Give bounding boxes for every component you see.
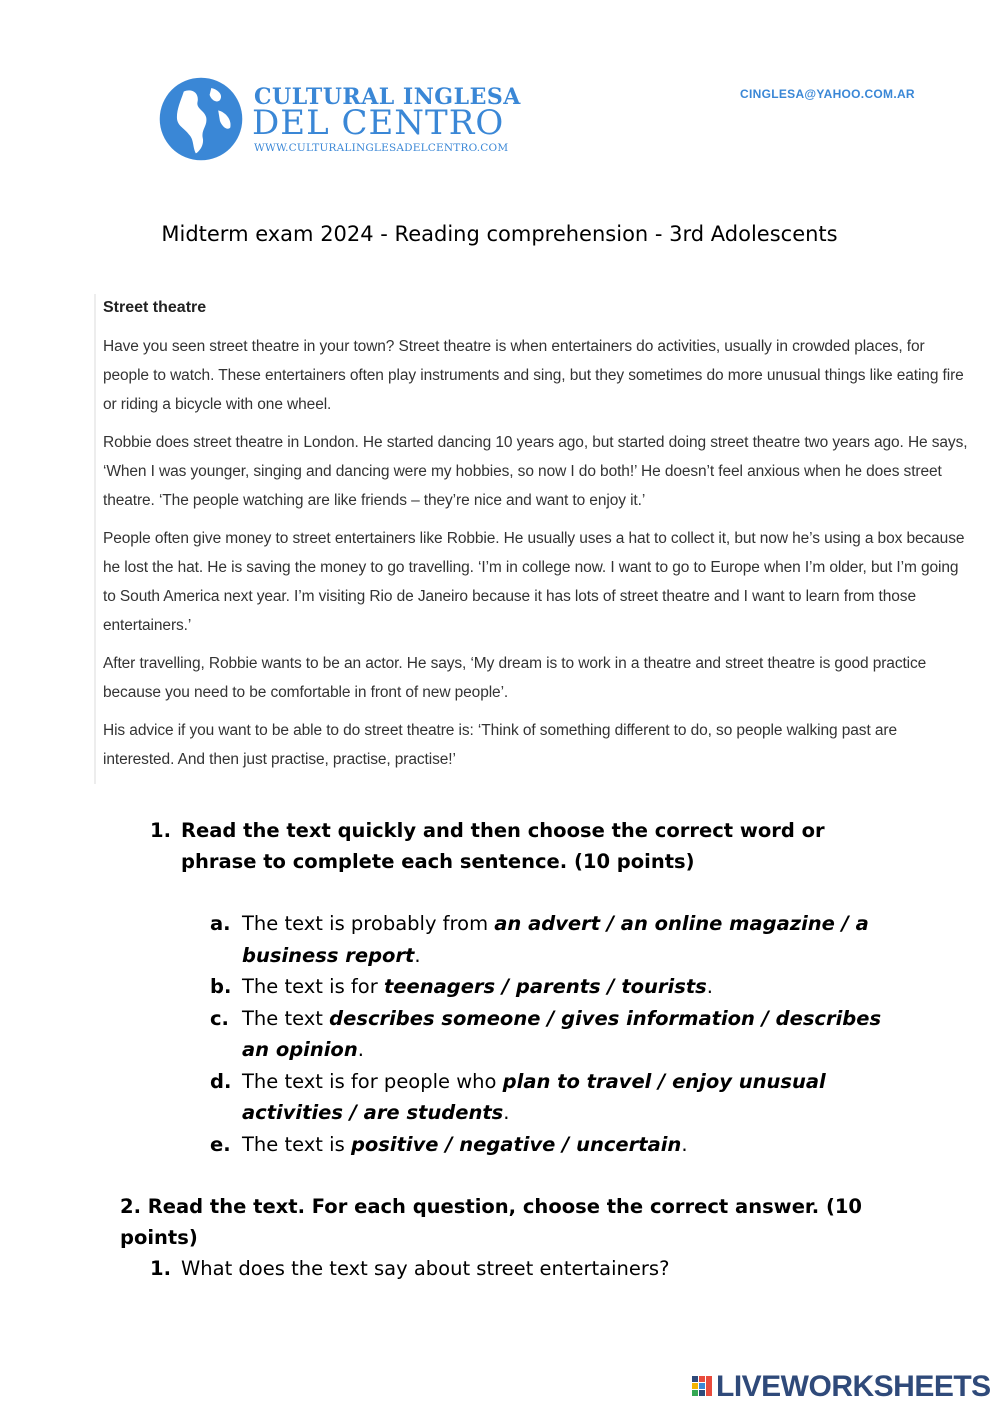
passage-paragraph: His advice if you want to be able to do street theatre is: ‘Think of something different to do, so people walking past are interested. And then just practise, practise, practise!’ xyxy=(103,722,897,768)
list-item xyxy=(210,1003,890,1066)
question-1-heading xyxy=(150,815,870,877)
globe-logo-icon xyxy=(158,76,244,162)
passage-paragraph: Have you seen street theatre in your town? Street theatre is when entertainers do activities, usually in crowded places, for people to watch. These entertainers often play instruments and sing, but they sometimes do more unusual things like eating fire or riding a bicycle with one wheel. xyxy=(103,338,964,413)
list-item xyxy=(210,908,890,971)
passage-title: Street theatre xyxy=(103,299,207,316)
passage-paragraph: Robbie does street theatre in London. He started dancing 10 years ago, but started doing street theatre two years ago. He says, ‘When I was younger, singing and dancing were my hobbies, so now I do both!’ He doesn’t feel anxious when he does street theatre. ‘The people watching are like friends – they’re nice and want to enjoy it.’ xyxy=(103,434,968,509)
liveworksheets-logo-icon xyxy=(692,1376,714,1400)
item-stem: The text is for people who xyxy=(242,1069,503,1093)
item-end: . xyxy=(414,943,421,967)
item-stem: The text is for xyxy=(242,975,384,998)
reading-passage xyxy=(94,294,969,784)
question-number: 1. xyxy=(150,1257,171,1280)
logo-title-line2: DEL CENTRO xyxy=(252,103,505,143)
item-options[interactable]: describes someone / gives information / describes an opinion xyxy=(242,1006,882,1061)
brand-text: LIVEWORKSHEETS xyxy=(716,1370,991,1403)
question-text: Read the text quickly and then choose the correct word or phrase to complete each sentence. (10 points) xyxy=(181,819,825,873)
item-letter: b. xyxy=(210,975,232,998)
item-options[interactable]: teenagers / parents / tourists xyxy=(383,975,707,998)
passage-paragraph: After travelling, Robbie wants to be an actor. He says, ‘My dream is to work in a theatre and street theatre is good practice because you need to be comfortable in front of new people’. xyxy=(103,655,927,701)
item-end: . xyxy=(357,1038,364,1061)
item-stem: The text is probably from xyxy=(242,912,495,935)
passage-paragraph: People often give money to street entertainers like Robbie. He usually uses a hat to collect it, but now he’s using a box because he lost the hat. He is saving the money to go travelling. ‘I’m in college now. I want to go to Europe when I’m older, but I’m going to South America next year. I’m visiting Rio de Janeiro because it has lots of street theatre and I want to learn from those entertainers.’ xyxy=(103,530,965,634)
item-end: . xyxy=(503,1101,510,1124)
page-title: Midterm exam 2024 - Reading comprehension - 3rd Adolescents xyxy=(161,222,838,246)
contact-email: CINGLESA@YAHOO.COM.AR xyxy=(740,87,915,101)
item-letter: d. xyxy=(210,1069,232,1093)
item-options[interactable]: plan to travel / enjoy unusual activities / are students xyxy=(242,1069,826,1124)
item-letter: a. xyxy=(210,912,231,935)
item-end: . xyxy=(681,1132,688,1156)
list-item xyxy=(210,971,890,1003)
item-end: . xyxy=(706,975,713,998)
item-options[interactable]: positive / negative / uncertain xyxy=(350,1132,682,1156)
logo-website: WWW.CULTURALINGLESADELCENTRO.COM xyxy=(254,142,509,154)
question-2-heading: 2. Read the text. For each question, choose the correct answer. (10 points) xyxy=(120,1195,862,1249)
item-stem: The text xyxy=(242,1006,330,1030)
question-text: What does the text say about street entertainers? xyxy=(181,1257,670,1280)
list-item xyxy=(210,1129,890,1161)
item-letter: c. xyxy=(210,1006,229,1030)
list-item xyxy=(210,1066,890,1129)
question-number: 1. xyxy=(150,819,171,842)
item-stem: The text is xyxy=(242,1132,351,1156)
question-2-subquestion xyxy=(150,1253,870,1284)
question-1-items xyxy=(210,908,890,1160)
logo-title-line1: CULTURAL INGLESA xyxy=(254,84,521,110)
item-options[interactable]: an advert / an online magazine / a business report xyxy=(242,912,869,967)
item-letter: e. xyxy=(210,1132,231,1156)
